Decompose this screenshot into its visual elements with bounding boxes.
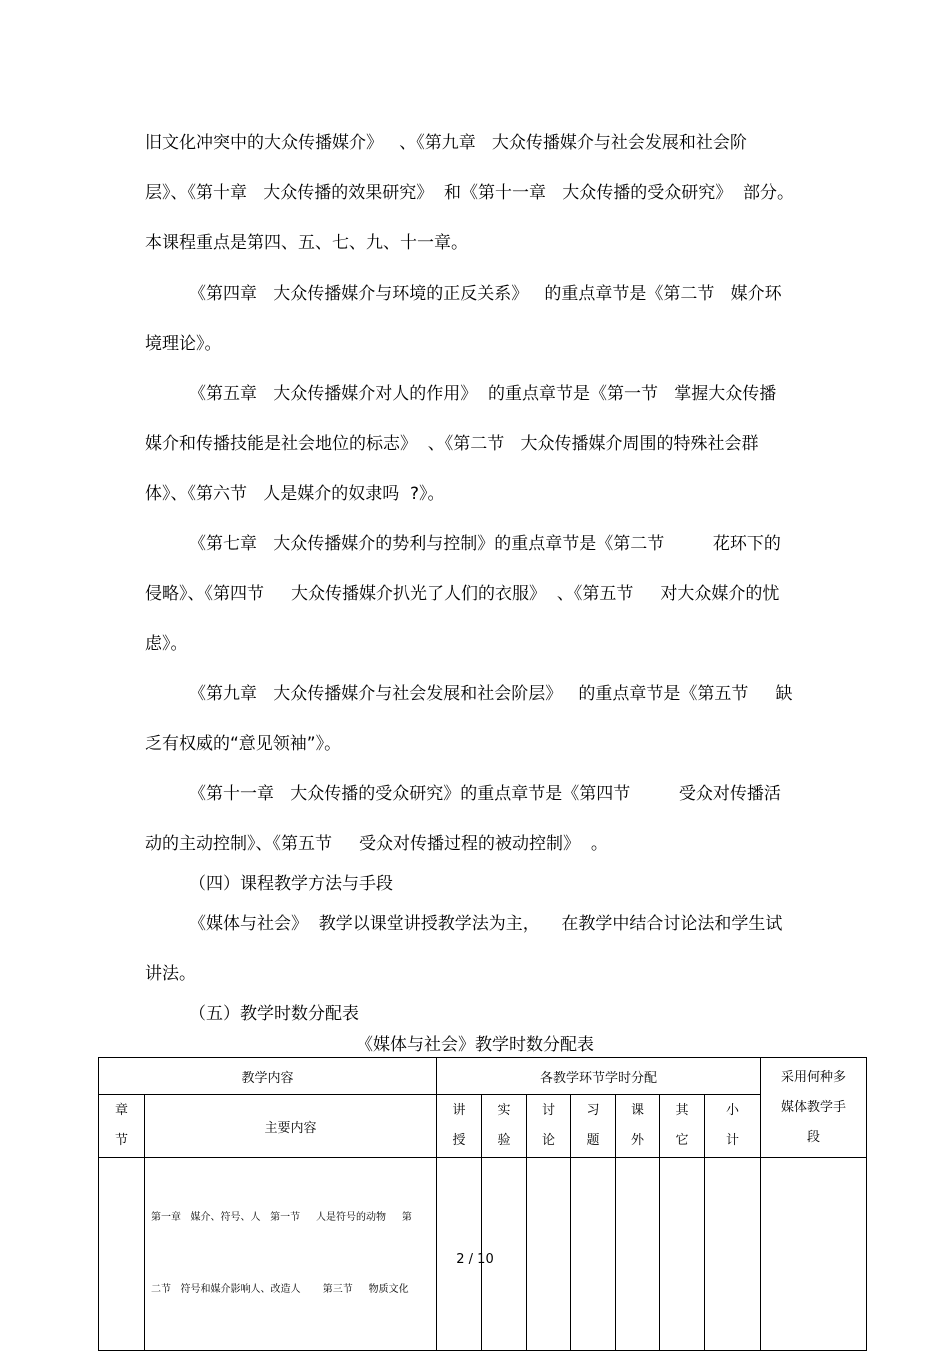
- header-media-method: [761, 1058, 867, 1158]
- col-exercise: 习 题: [571, 1095, 616, 1158]
- cell-content-line: 二节 符号和媒介影响人、改造人 第三节 物质文化: [151, 1284, 409, 1295]
- col-chapter-line: 章: [114, 1103, 128, 1118]
- page-number: 2 / 10: [456, 1252, 494, 1267]
- col-main-content: 主要内容: [145, 1095, 437, 1158]
- col-chapter: [99, 1095, 145, 1158]
- col-subtotal: 小 计: [705, 1095, 761, 1158]
- section-heading: （四）课程教学方法与手段: [189, 874, 393, 894]
- col-extracurricular: 课 外: [616, 1095, 660, 1158]
- paragraph-line: 《第四章 大众传播媒介与环境的正反关系》 的重点章节是《第二节 媒介环: [189, 284, 782, 304]
- col-lecture: 讲 授: [437, 1095, 482, 1158]
- header-teaching-content: 教学内容: [99, 1058, 437, 1095]
- col-other: 其 它: [660, 1095, 705, 1158]
- hours-table: [98, 1057, 867, 1351]
- paragraph-line: 侵略》、《第四节 大众传播媒介扒光了人们的衣服》 、《第五节 对大众媒介的忧: [145, 584, 780, 604]
- paragraph-line: 虑》。: [145, 634, 188, 654]
- paragraph-line: 乏有权威的“意见领袖”》。: [145, 734, 342, 754]
- header-hours-allocation: 各教学环节学时分配: [437, 1058, 761, 1095]
- col-chapter-line: 节: [114, 1133, 128, 1148]
- paragraph-line: 旧文化冲突中的大众传播媒介》 、《第九章 大众传播媒介与社会发展和社会阶: [145, 133, 747, 153]
- header-media-line: 媒体教学手: [781, 1099, 847, 1115]
- cell-content-line: 第一章 媒介、符号、人 第一节 人是符号的动物 第: [151, 1212, 412, 1223]
- paragraph-line: 《第九章 大众传播媒介与社会发展和社会阶层》 的重点章节是《第五节 缺: [189, 684, 793, 704]
- col-discussion: 讨 论: [527, 1095, 571, 1158]
- paragraph-line: 体》、《第六节 人是媒介的奴隶吗 ?》。: [145, 484, 445, 504]
- col-experiment: 实 验: [482, 1095, 527, 1158]
- paragraph-line: 层》、《第十章 大众传播的效果研究》 和《第十一章 大众传播的受众研究》 部分。: [145, 183, 795, 203]
- paragraph-line: 境理论》。: [145, 334, 222, 354]
- paragraph-line: 本课程重点是第四、五、七、九、十一章。: [145, 233, 468, 253]
- paragraph-line: 《第十一章 大众传播的受众研究》的重点章节是《第四节 受众对传播活: [189, 784, 781, 804]
- paragraph-line: 《媒体与社会》 教学以课堂讲授教学法为主， 在教学中结合讨论法和学生试: [189, 914, 783, 934]
- header-media-line: 段: [807, 1129, 821, 1145]
- table-title: 《媒体与社会》教学时数分配表: [356, 1035, 594, 1055]
- paragraph-line: 动的主动控制》、《第五节 受众对传播过程的被动控制》 。: [145, 834, 608, 854]
- paragraph-line: 《第七章 大众传播媒介的势利与控制》的重点章节是《第二节 花环下的: [189, 534, 781, 554]
- section-heading: （五）教学时数分配表: [189, 1004, 359, 1024]
- header-media-line: 采用何种多: [781, 1069, 847, 1085]
- paragraph-line: 讲法。: [145, 964, 196, 984]
- paragraph-line: 《第五章 大众传播媒介对人的作用》 的重点章节是《第一节 掌握大众传播: [189, 384, 777, 404]
- paragraph-line: 媒介和传播技能是社会地位的标志》 、《第二节 大众传播媒介周围的特殊社会群: [145, 434, 759, 454]
